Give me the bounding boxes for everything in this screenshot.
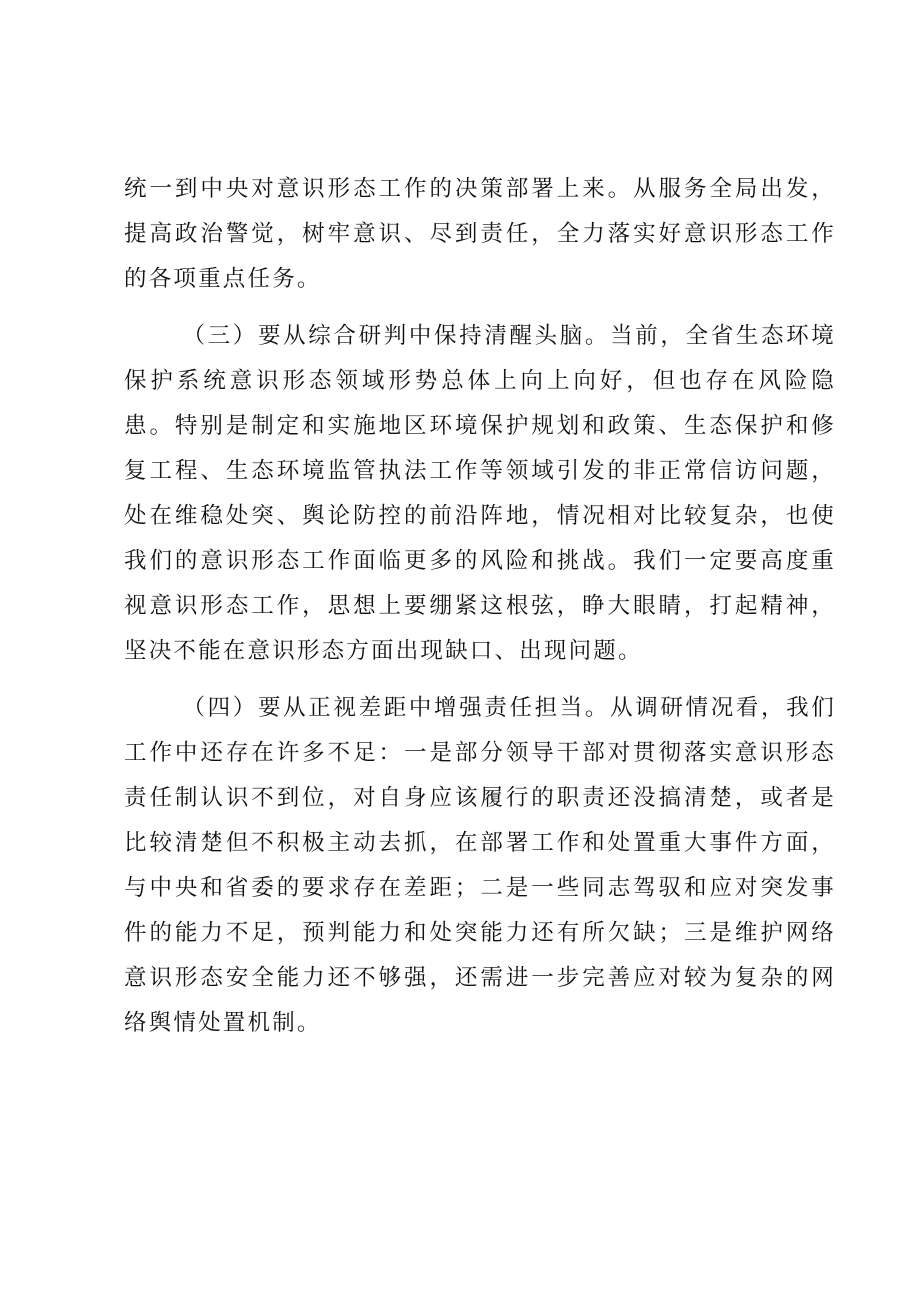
paragraph-section-four: （四）要从正视差距中增强责任担当。从调研情况看，我们工作中还存在许多不足：一是部分领导干部对贯彻落实意识形态责任制认识不到位，对自身应该履行的职责还没搞清楚，或者是比较清楚但不积极主动去抓，在部署工作和处置重大事件方面，与中央和省委的要求存在差距；二是一些同志驾驭和应对突发事件的能力不足，预判能力和处突能力还有所欠缺；三是维护网络意识形态安全能力还不够强，还需进一步完善应对较为复杂的网络舆情处置机制。	[124, 695, 836, 1036]
paragraph-continuation: 统一到中央对意识形态工作的决策部署上来。从服务全局出发，提高政治警觉，树牢意识、尽到责任，全力落实好意识形态工作的各项重点任务。	[124, 176, 836, 292]
paragraph-section-three: （三）要从综合研判中保持清醒头脑。当前，全省生态环境保护系统意识形态领域形势总体上向上向好，但也存在风险隐患。特别是制定和实施地区环境保护规划和政策、生态保护和修复工程、生态环境监管执法工作等领域引发的非正常信访问题，处在维稳处突、舆论防控的前沿阵地，情况相对比较复杂，也使我们的意识形态工作面临更多的风险和挑战。我们一定要高度重视意识形态工作，思想上要绷紧这根弦，睁大眼睛，打起精神，坚决不能在意识形态方面出现缺口、出现问题。	[124, 323, 836, 664]
document-body	[124, 167, 836, 1058]
